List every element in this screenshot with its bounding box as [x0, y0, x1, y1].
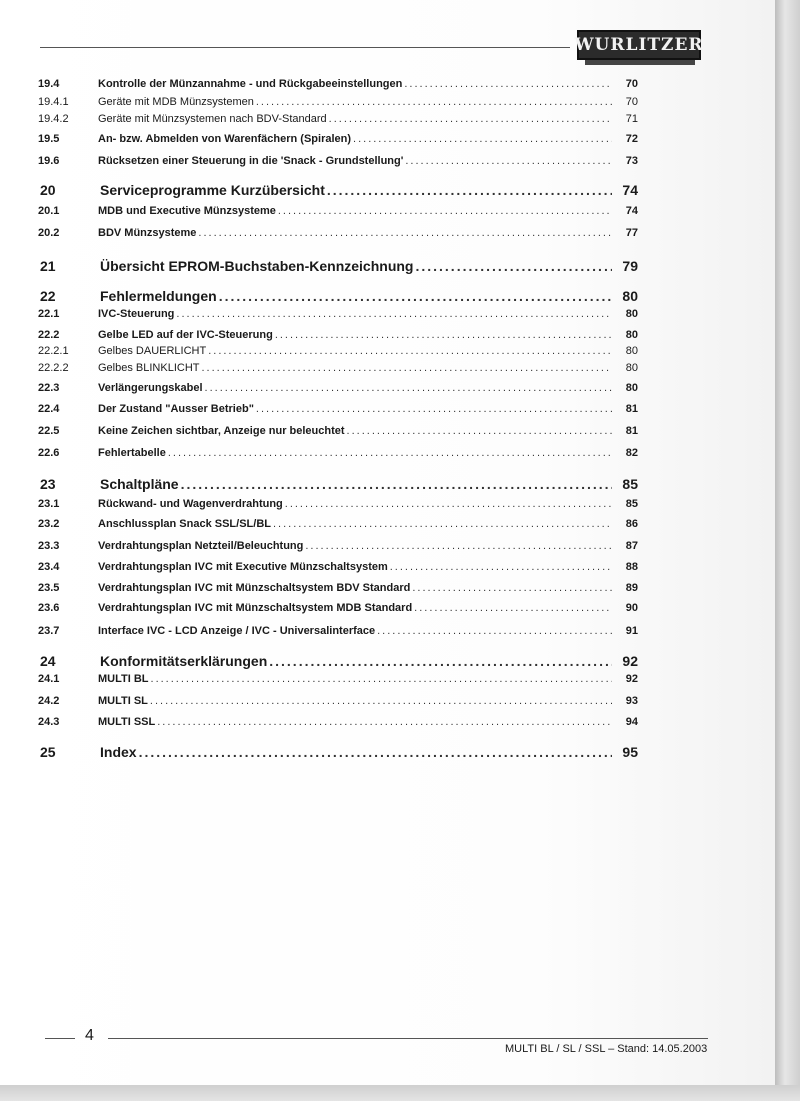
- toc-entry: [38, 155, 638, 175]
- toc-leader-dots: [405, 155, 612, 167]
- toc-leader-dots: [273, 518, 612, 530]
- toc-entry-title-wrap: [98, 716, 612, 728]
- toc-entry: [38, 518, 638, 538]
- toc-entry-title-wrap: [98, 78, 612, 90]
- toc-entry-title-wrap: [100, 258, 612, 274]
- toc-entry-page: 85: [622, 476, 638, 492]
- toc-entry-title-wrap: [98, 673, 612, 685]
- toc-leader-dots: [415, 258, 612, 274]
- toc-entry-number: 20.2: [38, 227, 60, 239]
- toc-entry-title-wrap: [98, 345, 612, 357]
- toc-entry-page: 95: [622, 744, 638, 760]
- toc-entry-number: 24.2: [38, 695, 60, 707]
- toc-entry-title: Rücksetzen einer Steuerung in die 'Snack - Grundstellung': [98, 155, 404, 167]
- toc-leader-dots: [256, 96, 612, 108]
- toc-entry: [38, 182, 638, 206]
- toc-entry-title-wrap: [98, 561, 612, 573]
- toc-leader-dots: [150, 695, 612, 707]
- toc-entry-title: Fehlertabelle: [98, 447, 166, 459]
- toc-entry-title-wrap: [98, 382, 612, 394]
- toc-entry: [38, 78, 638, 98]
- toc-entry-page: 70: [625, 78, 638, 90]
- toc-entry-title-wrap: [100, 653, 612, 669]
- toc-entry-number: 25: [40, 744, 56, 760]
- toc-entry-title-wrap: [98, 540, 612, 552]
- toc-entry-title-wrap: [98, 425, 612, 437]
- toc-entry: [38, 382, 638, 402]
- toc-entry: [38, 113, 638, 133]
- toc-entry-number: 22.2.1: [38, 345, 69, 357]
- toc-entry-title-wrap: [98, 362, 612, 374]
- toc-entry-page: 80: [625, 362, 638, 374]
- toc-entry: [38, 625, 638, 645]
- toc-entry-title: IVC-Steuerung: [98, 308, 175, 320]
- toc-entry-title: MULTI SL: [98, 695, 148, 707]
- toc-entry-number: 23: [40, 476, 56, 492]
- toc-entry-number: 23.1: [38, 498, 60, 510]
- toc-entry-title: An- bzw. Abmelden von Warenfächern (Spiralen): [98, 133, 352, 145]
- toc-leader-dots: [414, 602, 612, 614]
- toc-entry: [38, 362, 638, 382]
- toc-entry: [38, 540, 638, 560]
- toc-entry: [38, 205, 638, 225]
- toc-entry-title: Verdrahtungsplan IVC mit Münzschaltsystem MDB Standard: [98, 602, 413, 614]
- toc-entry-number: 22.6: [38, 447, 60, 459]
- toc-leader-dots: [151, 673, 612, 685]
- wurlitzer-logo: [574, 30, 704, 60]
- toc-entry-title-wrap: [100, 476, 612, 492]
- toc-entry-page: 89: [625, 582, 638, 594]
- toc-entry-number: 23.5: [38, 582, 60, 594]
- toc-entry-title: Geräte mit Münzsystemen nach BDV-Standard: [98, 113, 327, 125]
- toc-leader-dots: [176, 308, 612, 320]
- toc-entry-page: 72: [625, 133, 638, 145]
- toc-entry-title-wrap: [100, 288, 612, 304]
- toc-entry-title-wrap: [98, 582, 612, 594]
- toc-entry-title: Gelbes DAUERLICHT: [98, 345, 207, 357]
- toc-entry-number: 24.3: [38, 716, 60, 728]
- toc-entry-page: 94: [625, 716, 638, 728]
- toc-entry-page: 90: [625, 602, 638, 614]
- toc-leader-dots: [256, 403, 612, 415]
- toc-entry-title-wrap: [98, 133, 612, 145]
- toc-entry-page: 85: [625, 498, 638, 510]
- toc-entry-title: Verdrahtungsplan IVC mit Münzschaltsystem BDV Standard: [98, 582, 411, 594]
- toc-entry-title-wrap: [98, 227, 612, 239]
- toc-entry-number: 22.3: [38, 382, 60, 394]
- toc-entry-number: 20.1: [38, 205, 60, 217]
- toc-entry: [38, 602, 638, 622]
- toc-entry-title: MULTI SSL: [98, 716, 156, 728]
- toc-entry-title-wrap: [98, 518, 612, 530]
- toc-entry-title: Verlängerungskabel: [98, 382, 203, 394]
- toc-entry-title: Interface IVC - LCD Anzeige / IVC - Universalinterface: [98, 625, 376, 637]
- toc-entry-page: 70: [625, 96, 638, 108]
- toc-leader-dots: [139, 744, 612, 760]
- toc-entry-title: BDV Münzsysteme: [98, 227, 197, 239]
- toc-entry-page: 80: [625, 382, 638, 394]
- toc-entry: [38, 403, 638, 423]
- toc-entry-page: 80: [625, 329, 638, 341]
- toc-entry-number: 22: [40, 288, 56, 304]
- toc-entry-title: Kontrolle der Münzannahme - und Rückgabeeinstellungen: [98, 78, 403, 90]
- toc-entry-title: Gelbe LED auf der IVC-Steuerung: [98, 329, 273, 341]
- toc-entry-title-wrap: [98, 329, 612, 341]
- logo-underbar: [585, 60, 695, 65]
- toc-entry-title: Übersicht EPROM-Buchstaben-Kennzeichnung: [100, 258, 414, 274]
- toc-entry-number: 19.6: [38, 155, 60, 167]
- toc-entry-title-wrap: [98, 403, 612, 415]
- toc-entry-title: MDB und Executive Münzsysteme: [98, 205, 276, 217]
- toc-leader-dots: [278, 205, 612, 217]
- toc-entry-number: 23.2: [38, 518, 60, 530]
- toc-entry-page: 91: [625, 625, 638, 637]
- toc-entry-title: Rückwand- und Wagenverdrahtung: [98, 498, 283, 510]
- toc-entry-title: Der Zustand "Ausser Betrieb": [98, 403, 254, 415]
- toc-entry-number: 22.4: [38, 403, 60, 415]
- toc-entry-number: 23.3: [38, 540, 60, 552]
- toc-entry-number: 19.5: [38, 133, 60, 145]
- toc-entry-page: 88: [625, 561, 638, 573]
- toc-leader-dots: [157, 716, 612, 728]
- toc-entry-page: 87: [625, 540, 638, 552]
- toc-entry: [38, 673, 638, 693]
- toc-entry-title-wrap: [98, 205, 612, 217]
- toc-entry-title-wrap: [98, 695, 612, 707]
- toc-entry-title: Konformitätserklärungen: [100, 653, 268, 669]
- toc-entry: [38, 582, 638, 602]
- toc-entry: [38, 258, 638, 282]
- toc-entry-title-wrap: [98, 625, 612, 637]
- toc-entry-number: 23.6: [38, 602, 60, 614]
- footer-rule-right: [108, 1038, 708, 1039]
- toc-entry-number: 24.1: [38, 673, 60, 685]
- toc-leader-dots: [327, 182, 612, 198]
- toc-entry-title-wrap: [100, 182, 612, 198]
- toc-entry-number: 23.4: [38, 561, 60, 573]
- toc-entry: [38, 425, 638, 445]
- toc-entry-page: 80: [625, 308, 638, 320]
- toc-entry-page: 73: [625, 155, 638, 167]
- toc-entry: [38, 695, 638, 715]
- toc-entry-title-wrap: [98, 447, 612, 459]
- toc-entry-number: 23.7: [38, 625, 60, 637]
- toc-entry-title-wrap: [98, 308, 612, 320]
- toc-leader-dots: [168, 447, 612, 459]
- toc-entry-title: Keine Zeichen sichtbar, Anzeige nur beleuchtet: [98, 425, 345, 437]
- toc-entry: [38, 498, 638, 518]
- toc-entry-title-wrap: [98, 113, 612, 125]
- toc-entry-page: 71: [625, 113, 638, 125]
- toc-entry-title: Index: [100, 744, 137, 760]
- toc-leader-dots: [377, 625, 612, 637]
- toc-leader-dots: [285, 498, 612, 510]
- toc-leader-dots: [353, 133, 612, 145]
- toc-leader-dots: [329, 113, 612, 125]
- toc-entry-page: 81: [625, 425, 638, 437]
- toc-leader-dots: [181, 476, 612, 492]
- toc-leader-dots: [347, 425, 612, 437]
- toc-entry-title: Geräte mit MDB Münzsystemen: [98, 96, 254, 108]
- toc-entry-title: Verdrahtungsplan IVC mit Executive Münzschaltsystem: [98, 561, 388, 573]
- toc-entry-title: Schaltpläne: [100, 476, 179, 492]
- toc-entry-number: 19.4: [38, 78, 60, 90]
- header-rule: [40, 47, 570, 48]
- toc-entry-page: 74: [625, 205, 638, 217]
- toc-entry-number: 22.2.2: [38, 362, 69, 374]
- toc-entry-title: Anschlussplan Snack SSL/SL/BL: [98, 518, 271, 530]
- toc-entry-title-wrap: [100, 744, 612, 760]
- toc-entry-page: 86: [625, 518, 638, 530]
- toc-entry-number: 22.5: [38, 425, 60, 437]
- toc-leader-dots: [208, 345, 612, 357]
- toc-entry: [38, 227, 638, 247]
- footer-doc-info: MULTI BL / SL / SSL – Stand: 14.05.2003: [505, 1043, 708, 1055]
- toc-leader-dots: [269, 653, 612, 669]
- toc-entry: [38, 744, 638, 768]
- toc-leader-dots: [404, 78, 612, 90]
- logo-text: WURLITZER: [574, 34, 704, 55]
- toc-entry-title: Serviceprogramme Kurzübersicht: [100, 182, 325, 198]
- toc-leader-dots: [412, 582, 612, 594]
- toc-entry-page: 82: [625, 447, 638, 459]
- scan-edge-bottom: [0, 1085, 800, 1101]
- toc-entry: [38, 447, 638, 467]
- toc-entry: [38, 308, 638, 328]
- toc-entry-page: 74: [622, 182, 638, 198]
- toc-entry-number: 24: [40, 653, 56, 669]
- toc-entry-page: 92: [622, 653, 638, 669]
- toc-entry-page: 77: [625, 227, 638, 239]
- toc-entry-title: Gelbes BLINKLICHT: [98, 362, 200, 374]
- toc-entry-number: 22.1: [38, 308, 60, 320]
- toc-entry-page: 92: [625, 673, 638, 685]
- scan-edge-right: [775, 0, 800, 1101]
- toc-entry-title-wrap: [98, 155, 612, 167]
- toc-entry-number: 19.4.1: [38, 96, 69, 108]
- toc-entry-number: 22.2: [38, 329, 60, 341]
- footer-rule-left: [45, 1038, 75, 1039]
- toc-entry-number: 21: [40, 258, 56, 274]
- toc-entry: [38, 716, 638, 736]
- toc-entry-page: 80: [625, 345, 638, 357]
- toc-leader-dots: [305, 540, 612, 552]
- toc-entry-title-wrap: [98, 602, 612, 614]
- toc-entry-page: 79: [622, 258, 638, 274]
- toc-leader-dots: [219, 288, 612, 304]
- toc-leader-dots: [275, 329, 612, 341]
- toc-entry-title-wrap: [98, 498, 612, 510]
- toc-leader-dots: [201, 362, 612, 374]
- toc-entry-title-wrap: [98, 96, 612, 108]
- toc-entry-title: Fehlermeldungen: [100, 288, 217, 304]
- toc-entry-number: 20: [40, 182, 56, 198]
- page-number: 4: [85, 1027, 94, 1044]
- toc-entry-number: 19.4.2: [38, 113, 69, 125]
- toc-leader-dots: [198, 227, 612, 239]
- toc-entry: [38, 133, 638, 153]
- toc-entry-title: Verdrahtungsplan Netzteil/Beleuchtung: [98, 540, 304, 552]
- toc-entry: [38, 561, 638, 581]
- toc-entry-page: 81: [625, 403, 638, 415]
- toc-leader-dots: [390, 561, 612, 573]
- toc-entry-page: 93: [625, 695, 638, 707]
- toc-entry-page: 80: [622, 288, 638, 304]
- toc-leader-dots: [205, 382, 612, 394]
- toc-entry: [38, 476, 638, 500]
- toc-entry-title: MULTI BL: [98, 673, 149, 685]
